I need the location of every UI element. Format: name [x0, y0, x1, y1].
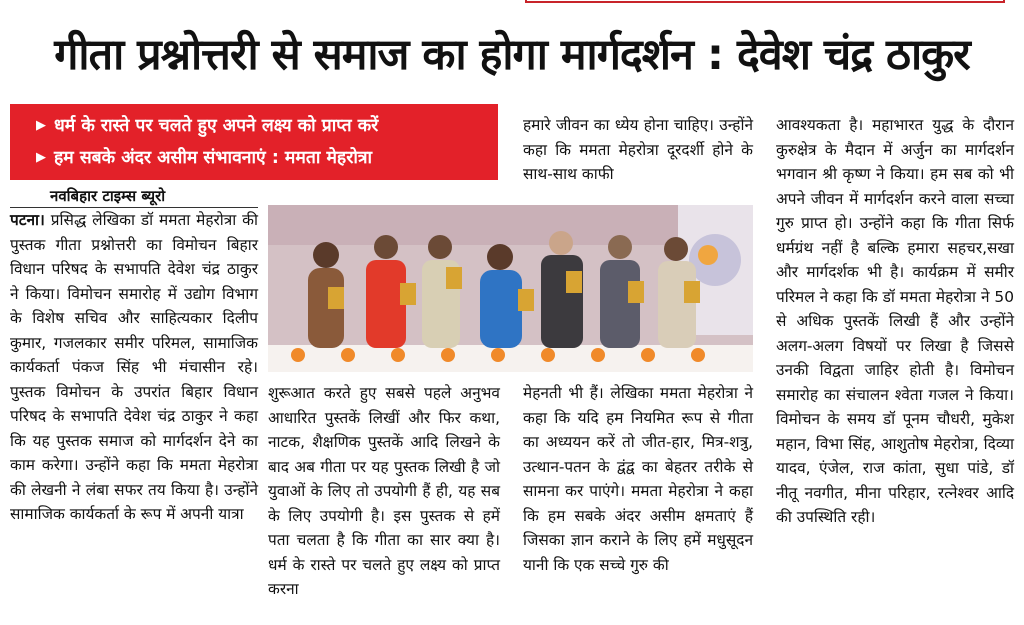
subhead-1: [20, 110, 488, 142]
column-1-text: प्रसिद्ध लेखिका डॉ ममता मेहरोत्रा की पुस्तक गीता प्रश्नोत्तरी का विमोचन बिहार विधान परिषद के सभापति देवेश चंद्र ठाकुर ने किया। विमोचन समारोह में उद्योग विभाग के विशेष सचिव और साहित्यकार दिलीप कुमार, गजलकार समीर परिमल, सामाजिक कार्यकर्ता पंकज सिंह भी मंचासीन रहे। पुस्तक विमोचन के उपरांत बिहार विधान परिषद के सभापति देवेश चंद्र ठाकुर ने कहा कि यह पुस्तक समाज को मार्गदर्शन देने का काम करेगा। उन्होंने कहा कि ममता मेहरोत्रा की लेखनी ने लंबा सफर तय किया है। उन्होंने सामाजिक कार्यकर्ता के रूप में अपनी यात्रा: [10, 211, 258, 523]
subhead-1-text: धर्म के रास्ते पर चलते हुए अपने लक्ष्य को प्राप्त करें: [54, 116, 379, 136]
subhead-2: [20, 142, 488, 174]
page-title: गीता प्रश्नोत्तरी से समाज का होगा मार्गदर्शन : देवेश चंद्र ठाकुर: [54, 30, 970, 80]
article-column-1: [10, 208, 258, 618]
top-frame-line: [525, 0, 1005, 3]
article-column-3-bottom: [523, 381, 753, 616]
event-photo: [268, 205, 753, 372]
article-column-2: [268, 381, 500, 616]
column-3-bottom-text: मेहनती भी हैं। लेखिका ममता मेहरोत्रा ने कहा कि यदि हम नियमित रूप से गीता का अध्ययन करें तो जीत-हार, मित्र-शत्रु, उत्थान-पतन के द्वंद्व का बेहतर तरीके से सामना कर पाएंगे। ममता मेहरोत्रा ने कहा कि हम सबके अंदर असीम क्षमताएं हैं जिसका ज्ञान कराने के लिए हमें मधुसूदन यानी कि एक सच्चे गुरु की: [523, 384, 753, 574]
triangle-right-icon: ▶: [36, 118, 46, 133]
subhead-2-text: हम सबके अंदर असीम संभावनाएं : ममता मेहरोत्रा: [54, 148, 373, 168]
byline: नवबिहार टाइम्स ब्यूरो: [50, 187, 166, 205]
column-2-text: शुरूआत करते हुए सबसे पहले अनुभव आधारित पुस्तकें लिखीं और फिर कथा, नाटक, शैक्षणिक पुस्तकें आदि लिखने के बाद अब गीता पर यह पुस्तक लिखी है जो युवाओं के लिए तो उपयोगी हैं ही, यह सब के लिए उपयोगी है। इस पुस्तक से हमें पता चलता है कि गीता का सार क्या है। धर्म के रास्ते पर चलते हुए लक्ष्य को प्राप्त करना: [268, 384, 500, 598]
column-3-top-text: हमारे जीवन का ध्येय होना चाहिए। उन्होंने कहा कि ममता मेहरोत्रा दूरदर्शी होने के साथ-साथ काफी: [523, 116, 753, 183]
book-launch-photo-illustration: [268, 205, 753, 372]
subhead-box: [10, 104, 498, 180]
article-column-3-top: [523, 113, 753, 193]
column-4-text: आवश्यकता है। महाभारत युद्ध के दौरान कुरुक्षेत्र के मैदान में अर्जुन का मार्गदर्शन भगवान श्री कृष्ण ने किया। हम सब को भी अपने जीवन में मार्गदर्शन करने वाला सच्चा गुरु प्राप्त हो। उन्होंने कहा कि गीता सिर्फ धर्मग्रंथ नहीं है बल्कि हमारा सहचर,सखा और मार्गदर्शक भी है। कार्यक्रम में समीर परिमल ने कहा कि डॉ ममता मेहरोत्रा ने 50 से अधिक पुस्तकें लिखी हैं और उन्होंने अलग-अलग विषयों पर लिखा है जिससे उनकी विद्वता जाहिर होती है। विमोचन समारोह का संचालन श्वेता गजल ने किया। विमोचन के समय डॉ पूनम चौधरी, मुकेश महान, विभा सिंह, आशुतोष मेहरोत्रा, दिव्या यादव, एंजेल, राज कांता, सुधा पांडे, डॉ नीतू नवगीत, मीना परिहार, रत्नेश्वर आदि की उपस्थिति रही।: [776, 116, 1014, 526]
article-column-4: [776, 113, 1014, 618]
triangle-right-icon: ▶: [36, 150, 46, 165]
dateline: पटना।: [10, 211, 45, 229]
